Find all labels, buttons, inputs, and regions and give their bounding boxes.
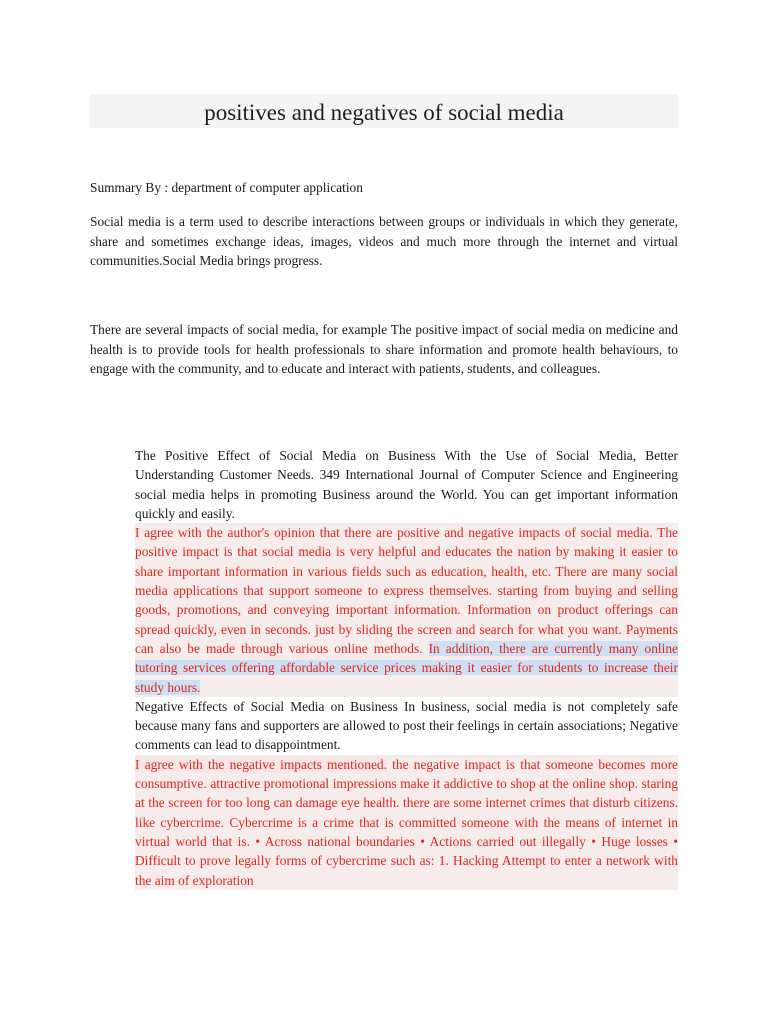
intro-paragraph: Social media is a term used to describe interactions between groups or individuals in which they generate, share and sometimes exchange ideas, images, videos and much more through the internet and virtual communities.Social Media brings progress. xyxy=(90,214,678,269)
document-title: positives and negatives of social media xyxy=(204,100,564,125)
highlighted-tutoring-text: In addition, there are currently many online tutoring services offering affordable service prices making it easier for students to increase their study hours. xyxy=(135,640,679,695)
indented-section xyxy=(135,446,678,890)
agree-positive-text: I agree with the author's opinion that there are positive and negative impacts of social media. The positive impact is that social media is very helpful and educates the nation by making it easier to share important information in various fields such as education, health, etc. There are many social media applications that support someone to express themselves. starting from buying and selling goods, promotions, and conveying important information. Information on product offerings can spread quickly, even in seconds. just by sliding the screen and search for what you want. Payments can also be made through various online methods. xyxy=(135,525,678,656)
negative-effect-paragraph: Negative Effects of Social Media on Business In business, social media is not completely safe because many fans and supporters are allowed to post their feelings in certain associations; Negative comments can lead to disappointment. xyxy=(135,698,678,753)
negative-impact-text: the negative impact is that someone becomes more consumptive. attractive promotional impressions make it addictive to shop at the online shop. staring at the screen for too long can damage eye health. there are some internet crimes that disturb citizens. like cybercrime. Cybercrime is a crime that is committed someone with the means of internet in virtual world that is. • Across national boundaries • Actions carried out illegally • Huge losses • Difficult to prove legally forms of cybercrime such as: 1. Hacking Attempt to enter a network with the aim of exploration xyxy=(135,756,678,888)
positive-effect-paragraph: The Positive Effect of Social Media on Business With the Use of Social Media, Better Understanding Customer Needs. 349 International Journal of Computer Science and Engineering social media helps in promoting Business around the World. You can get important information quickly and easily. xyxy=(135,448,678,521)
agree-negative-paragraph xyxy=(135,755,678,890)
highlighted-agree-negative-text: I agree with the negative impacts mentioned. xyxy=(135,756,387,772)
summary-line: Summary By : department of computer application xyxy=(90,180,363,195)
impacts-paragraph: There are several impacts of social media, for example The positive impact of social media on medicine and health is to provide tools for health professionals to share information and promote health behaviours, to engage with the community, and to educate and interact with patients, students, and colleagues. xyxy=(90,322,678,377)
agree-positive-paragraph xyxy=(135,523,678,697)
